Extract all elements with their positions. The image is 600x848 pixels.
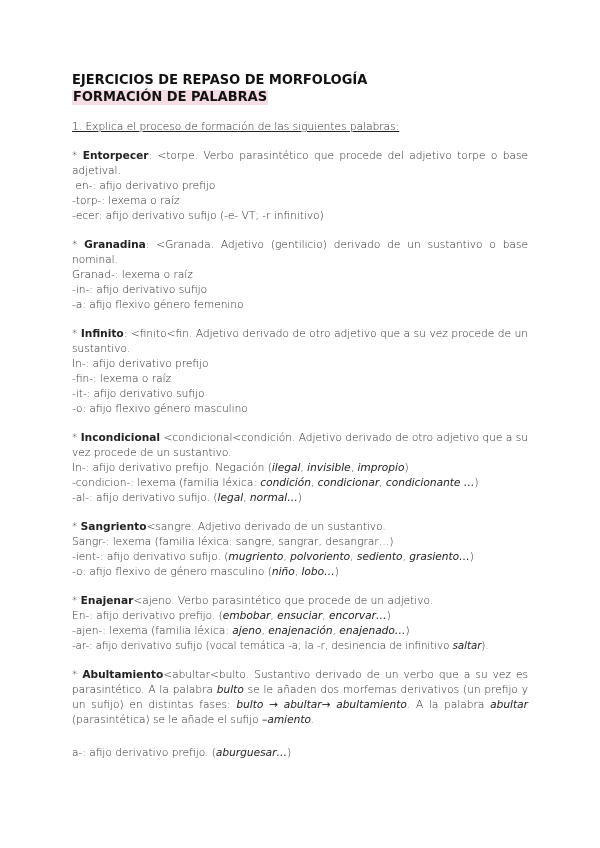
entry-description: * Infinito: <finito<fin. Adjetivo derivado de otro adjetivo que a su vez procede de un sustantivo. [72, 328, 528, 355]
entry-word: Incondicional [80, 432, 161, 444]
document-subtitle [72, 89, 528, 106]
entry-incondicional [72, 431, 528, 506]
entry-line: -torp-: lexema o raíz [72, 195, 180, 207]
entry-line: -o: afijo flexivo de género masculino (niño, lobo…) [72, 566, 339, 578]
entry-word: Entorpecer [82, 150, 149, 162]
entry-line: -ient-: afijo derivativo sufijo. (mugriento, polvoriento, sediento, grasiento…) [72, 551, 474, 563]
entry-line: -ajen-: lexema (familia léxica: ajeno, enajenación, enajenado…) [72, 625, 410, 637]
entry-line: -a: afijo flexivo género femenino [72, 299, 244, 311]
entry-word: Infinito [80, 328, 124, 340]
entry-word: Granadina [84, 239, 146, 251]
entry-line: -fin-: lexema o raíz [72, 373, 172, 385]
entry-word: Enajenar [80, 595, 134, 607]
entry-line: Granad-: lexema o raíz [72, 269, 193, 281]
entry-description: * Entorpecer: <torpe. Verbo parasintético que procede del adjetivo torpe o base adjetival. [72, 150, 528, 177]
entry-line: Sangr-: lexema (familia léxica: sangre, sangrar, desangrar…) [72, 536, 394, 548]
entry-line: -it-: afijo derivativo sufijo [72, 388, 205, 400]
entry-prefix-a [72, 746, 528, 761]
entry-line: -ecer: afijo derivativo sufijo (-e- VT; -r infinitivo) [72, 210, 324, 222]
entry-line: -in-: afijo derivativo sufijo [72, 284, 208, 296]
entry-line: -o: afijo flexivo género masculino [72, 403, 248, 415]
document-title [72, 72, 528, 89]
title-line-1: EJERCICIOS DE REPASO DE MORFOLOGÍA [72, 73, 368, 88]
exercise-instruction: 1. Explica el proceso de formación de las siguientes palabras: [72, 121, 400, 133]
entry-description: * Incondicional <condicional<condición. Adjetivo derivado de otro adjetivo que a su vez procede de un sustantivo. [72, 432, 528, 459]
entry-line: en-: afijo derivativo prefijo [72, 180, 216, 192]
entry-infinito [72, 327, 528, 417]
entry-line: En-: afijo derivativo prefijo. (embobar, ensuciar, encorvar…) [72, 610, 391, 622]
entry-word: Abultamiento [82, 669, 164, 681]
entry-word: Sangriento [80, 521, 147, 533]
entry-entorpecer [72, 149, 528, 224]
entry-line: In-: afijo derivativo prefijo. Negación (ilegal, invisible, impropio) [72, 462, 409, 474]
entry-abultamiento [72, 668, 528, 728]
entry-description: * Sangriento<sangre. Adjetivo derivado de un sustantivo. [72, 521, 386, 533]
title-line-2: FORMACIÓN DE PALABRAS [73, 90, 268, 105]
entry-line: a-: afijo derivativo prefijo. (aburguesar…) [72, 747, 292, 759]
entry-line: -al-: afijo derivativo sufijo. (legal, normal…) [72, 492, 302, 504]
entry-description: * Enajenar<ajeno. Verbo parasintético que procede de un adjetivo. [72, 595, 434, 607]
entry-granadina [72, 238, 528, 313]
entry-line: -ar-: afijo derivativo sufijo (vocal temática -a; la -r, desinencia de infinitivo saltar). [72, 641, 489, 652]
entry-line: -condicion-: lexema (familia léxica: condición, condicionar, condicionante …) [72, 477, 479, 489]
entry-enajenar [72, 594, 528, 654]
entry-description: * Granadina: <Granada. Adjetivo (gentilicio) derivado de un sustantivo o base nominal. [72, 239, 528, 266]
entry-sangriento [72, 520, 528, 580]
entry-description: * Abultamiento<abultar<bulto. Sustantivo derivado de un verbo que a su vez es parasintético. A la palabra bulto se le añaden dos morfemas derivativos (un prefijo y un sufijo) en distintas fases: bulto → abultar→ abultamiento. A la palabra abultar (parasintética) se le añade el sufijo –amiento. [72, 669, 529, 726]
entry-line: In-: afijo derivativo prefijo [72, 358, 209, 370]
